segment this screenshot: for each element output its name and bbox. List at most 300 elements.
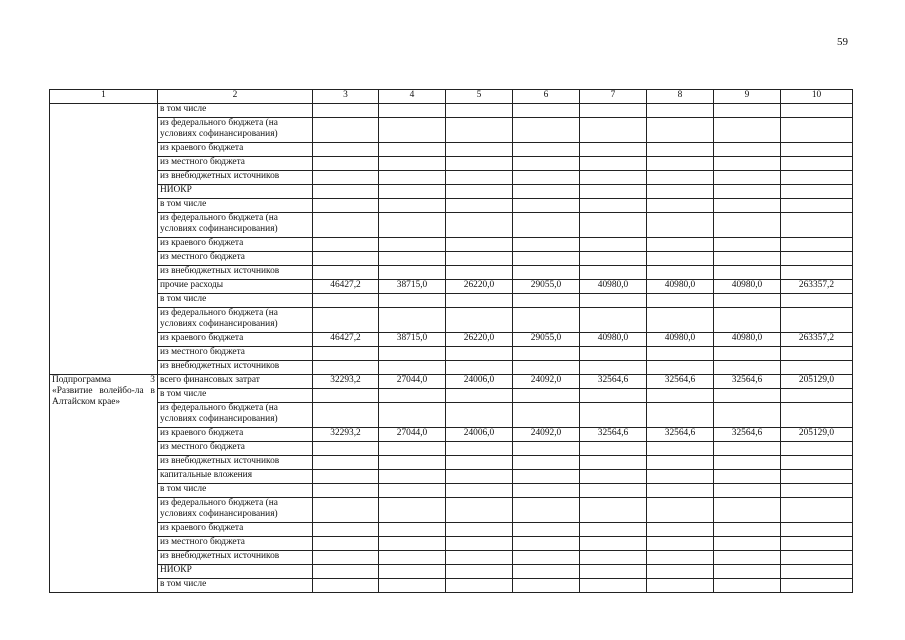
row-label: из краевого бюджета <box>158 238 313 252</box>
value-cell: 24006,0 <box>446 375 513 389</box>
column-header: 2 <box>158 90 313 104</box>
value-cell <box>446 523 513 537</box>
table-row <box>50 523 853 537</box>
row-label: из внебюджетных источников <box>158 171 313 185</box>
value-cell <box>379 579 446 593</box>
value-cell <box>513 361 580 375</box>
table-row <box>50 498 853 523</box>
table-row <box>50 333 853 347</box>
value-cell <box>513 456 580 470</box>
value-cell <box>781 185 853 199</box>
value-cell <box>446 361 513 375</box>
row-label: в том числе <box>158 199 313 213</box>
row-label: из местного бюджета <box>158 347 313 361</box>
value-cell: 32564,6 <box>647 428 714 442</box>
value-cell <box>714 238 781 252</box>
value-cell <box>446 104 513 118</box>
value-cell <box>379 537 446 551</box>
value-cell <box>580 143 647 157</box>
value-cell <box>580 157 647 171</box>
value-cell <box>513 143 580 157</box>
value-cell <box>647 294 714 308</box>
value-cell: 205129,0 <box>781 375 853 389</box>
value-cell <box>580 104 647 118</box>
value-cell <box>446 484 513 498</box>
value-cell <box>714 484 781 498</box>
table-row <box>50 280 853 294</box>
column-header: 9 <box>714 90 781 104</box>
value-cell: 263357,2 <box>781 333 853 347</box>
table-row <box>50 143 853 157</box>
value-cell <box>781 551 853 565</box>
value-cell <box>714 347 781 361</box>
value-cell <box>379 470 446 484</box>
row-label: в том числе <box>158 389 313 403</box>
value-cell <box>313 484 379 498</box>
row-label: из местного бюджета <box>158 157 313 171</box>
value-cell <box>446 118 513 143</box>
row-label: из краевого бюджета <box>158 428 313 442</box>
table-row <box>50 484 853 498</box>
value-cell <box>647 403 714 428</box>
value-cell: 205129,0 <box>781 428 853 442</box>
table-row <box>50 537 853 551</box>
value-cell <box>580 238 647 252</box>
value-cell <box>446 551 513 565</box>
value-cell: 38715,0 <box>379 333 446 347</box>
value-cell <box>513 266 580 280</box>
value-cell <box>781 157 853 171</box>
value-cell <box>379 308 446 333</box>
value-cell <box>781 171 853 185</box>
value-cell <box>446 537 513 551</box>
table-row <box>50 456 853 470</box>
value-cell <box>714 403 781 428</box>
value-cell <box>446 185 513 199</box>
value-cell <box>513 199 580 213</box>
row-label: в том числе <box>158 104 313 118</box>
value-cell <box>647 565 714 579</box>
value-cell <box>513 104 580 118</box>
value-cell <box>313 456 379 470</box>
value-cell <box>580 266 647 280</box>
value-cell <box>313 104 379 118</box>
value-cell <box>580 213 647 238</box>
budget-table <box>49 89 853 593</box>
value-cell <box>513 308 580 333</box>
row-label: прочие расходы <box>158 280 313 294</box>
value-cell: 24006,0 <box>446 428 513 442</box>
value-cell: 40980,0 <box>580 280 647 294</box>
value-cell <box>714 294 781 308</box>
value-cell <box>781 347 853 361</box>
value-cell <box>647 456 714 470</box>
value-cell <box>781 199 853 213</box>
value-cell <box>647 171 714 185</box>
value-cell: 32564,6 <box>647 375 714 389</box>
value-cell <box>580 537 647 551</box>
value-cell <box>313 565 379 579</box>
value-cell <box>580 171 647 185</box>
value-cell: 27044,0 <box>379 375 446 389</box>
value-cell <box>647 579 714 593</box>
row-label: из краевого бюджета <box>158 143 313 157</box>
value-cell <box>313 308 379 333</box>
column-header: 4 <box>379 90 446 104</box>
value-cell <box>513 238 580 252</box>
value-cell <box>647 551 714 565</box>
value-cell <box>379 199 446 213</box>
value-cell <box>379 118 446 143</box>
value-cell <box>714 157 781 171</box>
value-cell <box>781 403 853 428</box>
value-cell: 32293,2 <box>313 428 379 442</box>
value-cell <box>580 484 647 498</box>
value-cell <box>647 143 714 157</box>
value-cell <box>647 498 714 523</box>
row-label: из краевого бюджета <box>158 333 313 347</box>
value-cell: 29055,0 <box>513 280 580 294</box>
row-label: из местного бюджета <box>158 442 313 456</box>
value-cell <box>446 565 513 579</box>
table-row <box>50 294 853 308</box>
value-cell <box>714 171 781 185</box>
value-cell <box>647 537 714 551</box>
value-cell <box>313 266 379 280</box>
value-cell <box>781 361 853 375</box>
table-row <box>50 185 853 199</box>
value-cell: 32564,6 <box>580 375 647 389</box>
value-cell <box>379 498 446 523</box>
value-cell <box>379 157 446 171</box>
table-row <box>50 361 853 375</box>
value-cell <box>379 484 446 498</box>
value-cell <box>379 551 446 565</box>
value-cell <box>647 389 714 403</box>
value-cell <box>714 498 781 523</box>
value-cell <box>580 403 647 428</box>
value-cell <box>446 252 513 266</box>
value-cell <box>781 537 853 551</box>
table-row <box>50 157 853 171</box>
value-cell <box>781 484 853 498</box>
row-label: из федерального бюджета (на условиях софинансирования) <box>158 498 313 523</box>
value-cell <box>580 551 647 565</box>
value-cell <box>781 579 853 593</box>
table-row <box>50 470 853 484</box>
value-cell <box>313 185 379 199</box>
value-cell <box>446 213 513 238</box>
row-label: из местного бюджета <box>158 252 313 266</box>
value-cell: 40980,0 <box>714 280 781 294</box>
value-cell <box>513 294 580 308</box>
value-cell: 40980,0 <box>647 280 714 294</box>
value-cell: 32564,6 <box>714 375 781 389</box>
value-cell <box>513 157 580 171</box>
value-cell <box>446 579 513 593</box>
value-cell <box>313 403 379 428</box>
value-cell <box>379 523 446 537</box>
value-cell <box>781 294 853 308</box>
value-cell <box>313 537 379 551</box>
table-row <box>50 579 853 593</box>
row-label: всего финансовых затрат <box>158 375 313 389</box>
value-cell: 38715,0 <box>379 280 446 294</box>
value-cell <box>313 118 379 143</box>
value-cell <box>379 143 446 157</box>
value-cell <box>446 143 513 157</box>
value-cell: 46427,2 <box>313 280 379 294</box>
value-cell <box>313 157 379 171</box>
table-row <box>50 118 853 143</box>
value-cell: 26220,0 <box>446 333 513 347</box>
value-cell <box>446 498 513 523</box>
table-row <box>50 199 853 213</box>
value-cell <box>714 537 781 551</box>
value-cell <box>379 104 446 118</box>
value-cell <box>313 523 379 537</box>
value-cell <box>513 252 580 266</box>
value-cell <box>580 565 647 579</box>
value-cell <box>580 456 647 470</box>
value-cell <box>647 213 714 238</box>
value-cell: 32564,6 <box>714 428 781 442</box>
value-cell <box>580 185 647 199</box>
value-cell <box>781 104 853 118</box>
table-row <box>50 266 853 280</box>
table-row <box>50 252 853 266</box>
section-cell-empty <box>50 104 158 375</box>
value-cell <box>714 389 781 403</box>
value-cell <box>313 389 379 403</box>
value-cell <box>513 470 580 484</box>
value-cell <box>313 199 379 213</box>
row-label: НИОКР <box>158 565 313 579</box>
value-cell <box>446 389 513 403</box>
value-cell: 40980,0 <box>714 333 781 347</box>
value-cell <box>781 118 853 143</box>
value-cell <box>714 523 781 537</box>
table-row <box>50 104 853 118</box>
value-cell <box>714 185 781 199</box>
table-row <box>50 171 853 185</box>
value-cell <box>714 361 781 375</box>
value-cell <box>781 456 853 470</box>
value-cell <box>580 523 647 537</box>
table-row <box>50 565 853 579</box>
value-cell <box>647 185 714 199</box>
column-header: 10 <box>781 90 853 104</box>
value-cell <box>379 238 446 252</box>
value-cell <box>446 347 513 361</box>
value-cell: 27044,0 <box>379 428 446 442</box>
value-cell <box>513 185 580 199</box>
row-label: из краевого бюджета <box>158 523 313 537</box>
value-cell <box>379 456 446 470</box>
value-cell <box>580 252 647 266</box>
value-cell <box>313 213 379 238</box>
column-header: 1 <box>50 90 158 104</box>
row-label: в том числе <box>158 294 313 308</box>
table-row <box>50 213 853 238</box>
value-cell <box>313 579 379 593</box>
column-header: 6 <box>513 90 580 104</box>
value-cell <box>781 308 853 333</box>
table-row <box>50 238 853 252</box>
value-cell <box>379 389 446 403</box>
value-cell <box>379 252 446 266</box>
value-cell <box>313 171 379 185</box>
value-cell <box>714 579 781 593</box>
value-cell <box>714 470 781 484</box>
value-cell <box>781 523 853 537</box>
value-cell <box>513 442 580 456</box>
value-cell <box>313 498 379 523</box>
value-cell <box>580 579 647 593</box>
row-label: из федерального бюджета (на условиях софинансирования) <box>158 118 313 143</box>
value-cell <box>781 470 853 484</box>
value-cell: 46427,2 <box>313 333 379 347</box>
value-cell <box>580 199 647 213</box>
value-cell <box>580 361 647 375</box>
table-row <box>50 428 853 442</box>
value-cell <box>513 389 580 403</box>
value-cell <box>446 238 513 252</box>
row-label: из внебюджетных источников <box>158 361 313 375</box>
value-cell <box>714 252 781 266</box>
value-cell <box>313 143 379 157</box>
value-cell <box>714 565 781 579</box>
value-cell <box>580 389 647 403</box>
value-cell <box>781 389 853 403</box>
value-cell <box>647 484 714 498</box>
value-cell <box>446 199 513 213</box>
value-cell <box>446 442 513 456</box>
value-cell <box>446 470 513 484</box>
row-label: в том числе <box>158 484 313 498</box>
value-cell <box>513 551 580 565</box>
value-cell <box>781 252 853 266</box>
value-cell <box>446 308 513 333</box>
table-row <box>50 403 853 428</box>
value-cell <box>513 403 580 428</box>
value-cell <box>513 537 580 551</box>
section-name-cell: Подпрограмма 3 «Развитие волейбо-ла в Алтайском крае» <box>50 375 158 593</box>
value-cell: 32293,2 <box>313 375 379 389</box>
value-cell <box>580 308 647 333</box>
value-cell <box>513 213 580 238</box>
value-cell <box>313 294 379 308</box>
row-label: из федерального бюджета (на условиях софинансирования) <box>158 403 313 428</box>
table-header <box>50 90 853 104</box>
value-cell: 40980,0 <box>580 333 647 347</box>
header-row <box>50 90 853 104</box>
value-cell <box>446 171 513 185</box>
table-row <box>50 308 853 333</box>
value-cell <box>379 347 446 361</box>
value-cell <box>714 104 781 118</box>
column-header: 5 <box>446 90 513 104</box>
value-cell <box>513 498 580 523</box>
value-cell <box>379 213 446 238</box>
value-cell <box>446 266 513 280</box>
row-label: из внебюджетных источников <box>158 551 313 565</box>
value-cell <box>580 442 647 456</box>
value-cell: 32564,6 <box>580 428 647 442</box>
value-cell: 40980,0 <box>647 333 714 347</box>
value-cell <box>379 403 446 428</box>
table-body <box>50 104 853 593</box>
value-cell <box>781 565 853 579</box>
value-cell <box>313 470 379 484</box>
value-cell <box>379 266 446 280</box>
value-cell: 263357,2 <box>781 280 853 294</box>
column-header: 3 <box>313 90 379 104</box>
value-cell <box>647 266 714 280</box>
value-cell <box>647 361 714 375</box>
value-cell <box>781 213 853 238</box>
value-cell <box>313 347 379 361</box>
value-cell <box>647 470 714 484</box>
value-cell: 24092,0 <box>513 428 580 442</box>
value-cell <box>313 252 379 266</box>
value-cell <box>379 565 446 579</box>
row-label: из внебюджетных источников <box>158 456 313 470</box>
value-cell <box>379 294 446 308</box>
value-cell <box>513 579 580 593</box>
column-header: 8 <box>647 90 714 104</box>
value-cell <box>313 551 379 565</box>
value-cell <box>313 361 379 375</box>
value-cell <box>446 456 513 470</box>
value-cell <box>781 498 853 523</box>
value-cell <box>379 185 446 199</box>
value-cell <box>647 523 714 537</box>
value-cell <box>513 565 580 579</box>
row-label: капитальные вложения <box>158 470 313 484</box>
column-header: 7 <box>580 90 647 104</box>
value-cell <box>647 157 714 171</box>
value-cell <box>647 442 714 456</box>
value-cell <box>580 498 647 523</box>
value-cell <box>714 199 781 213</box>
value-cell <box>714 308 781 333</box>
value-cell <box>580 118 647 143</box>
value-cell <box>781 442 853 456</box>
value-cell <box>379 442 446 456</box>
value-cell <box>580 294 647 308</box>
value-cell <box>647 252 714 266</box>
value-cell <box>313 238 379 252</box>
value-cell <box>446 157 513 171</box>
value-cell <box>513 171 580 185</box>
table-row <box>50 551 853 565</box>
value-cell <box>781 266 853 280</box>
table-row <box>50 375 853 389</box>
row-label: в том числе <box>158 579 313 593</box>
value-cell <box>714 118 781 143</box>
table-row <box>50 389 853 403</box>
value-cell <box>580 347 647 361</box>
row-label: НИОКР <box>158 185 313 199</box>
row-label: из федерального бюджета (на условиях софинансирования) <box>158 308 313 333</box>
value-cell <box>647 238 714 252</box>
value-cell <box>714 551 781 565</box>
value-cell <box>446 294 513 308</box>
value-cell <box>513 347 580 361</box>
value-cell <box>714 143 781 157</box>
value-cell <box>714 266 781 280</box>
